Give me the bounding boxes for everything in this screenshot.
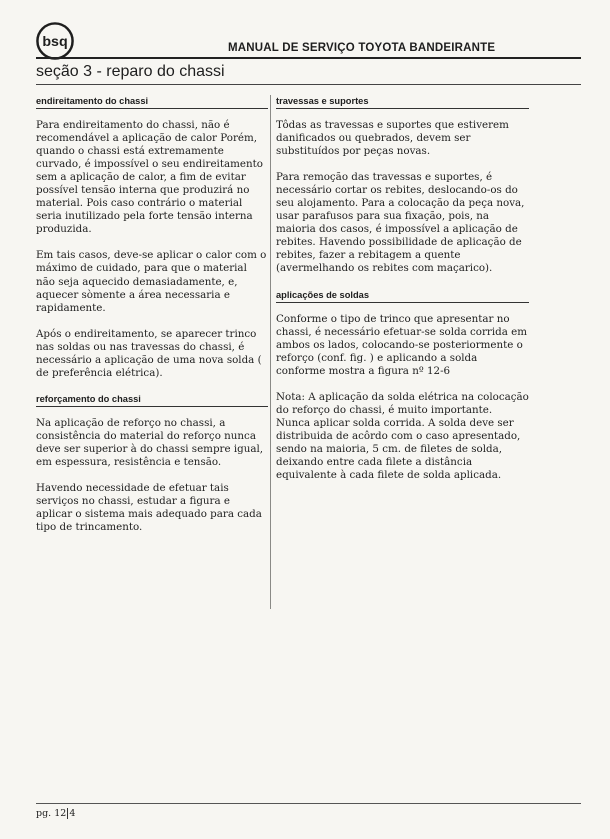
right-column [276,95,529,495]
section-rule [36,84,581,85]
paragraph: Conforme o tipo de trinco que apresentar no chassi, é necessário efetuar-se solda corrida em ambos os lados, colocando-se posteriormente o reforço (conf. fig. ) e aplicando a solda conforme mostra a figura nº 12-6 [276,312,527,377]
paragraph: Após o endireitamento, se aparecer trinco nas soldas ou nas travessas do chassi, é necessário a aplicação de uma nova solda ( de preferência elétrica). [36,327,262,379]
svg-text:bsq: bsq [42,33,68,50]
footer-rule [36,803,581,804]
left-column [36,95,268,547]
paragraph: Na aplicação de reforço no chassi, a consistência do material do reforço nunca deve ser superior à do chassi sempre igual, em espessura, resistência e tensão. [36,416,264,468]
page-footer [36,808,75,819]
header-rule [36,57,581,59]
column-divider [270,95,271,609]
subsection-heading: travessas e suportes [276,95,529,109]
paragraph: Para endireitamento do chassi, não é recomendável a aplicação de calor Porém, quando o chassi está extremamente curvado, é impossível o seu endireitamento sem a aplicação de calor, a fim de evitar possível tensão interna que produzirá no material. Pois caso contrário o material seria inutilizado pela forte tensão interna produzida. [36,119,263,236]
page-section: 12 [54,808,67,819]
page-prefix: pg. [36,808,52,819]
manual-title: MANUAL DE SERVIÇO TOYOTA BANDEIRANTE [228,42,496,54]
section-title: seção 3 - reparo do chassi [36,63,225,80]
subsection-heading: reforçamento do chassi [36,393,268,407]
paragraph: Para remoção das travessas e suportes, é necessário cortar os rebites, deslocando-os do seu alojamento. Para a colocação da peça nova, usar parafusos para sua fixação, pois, na maioria dos casos, é impossível a aplicação de rebites. Havendo possibilidade de aplicação de rebites, fazer a rebitagem a quente (avermelhando os rebites com maçarico). [276,171,525,275]
subsection-heading: endireitamento do chassi [36,95,268,109]
bsq-logo [36,22,74,60]
page-number: 4 [69,808,76,819]
paragraph: Nota: A aplicação da solda elétrica na colocação do reforço do chassi, é muito importante. Nunca aplicar solda corrida. A solda deve ser distribuida de acôrdo com o caso apresentado, sendo na maioria, 5 cm. de filetes de solda, deixando entre cada filete a distância equivalente à cada filete de solda aplicada. [276,390,529,482]
paragraph: Tôdas as travessas e suportes que estiverem danificados ou quebrados, devem ser substituídos por peças novas. [276,119,509,158]
paragraph: Em tais casos, deve-se aplicar o calor com o máximo de cuidado, para que o material não seja aquecido demasiadamente, e, aquecer sòmente a área necessaria e rapidamente. [36,249,267,314]
subsection-heading: aplicações de soldas [276,289,529,303]
paragraph: Havendo necessidade de efetuar tais serviços no chassi, estudar a figura e aplicar o sistema mais adequado para cada tipo de trincamento. [36,482,262,534]
